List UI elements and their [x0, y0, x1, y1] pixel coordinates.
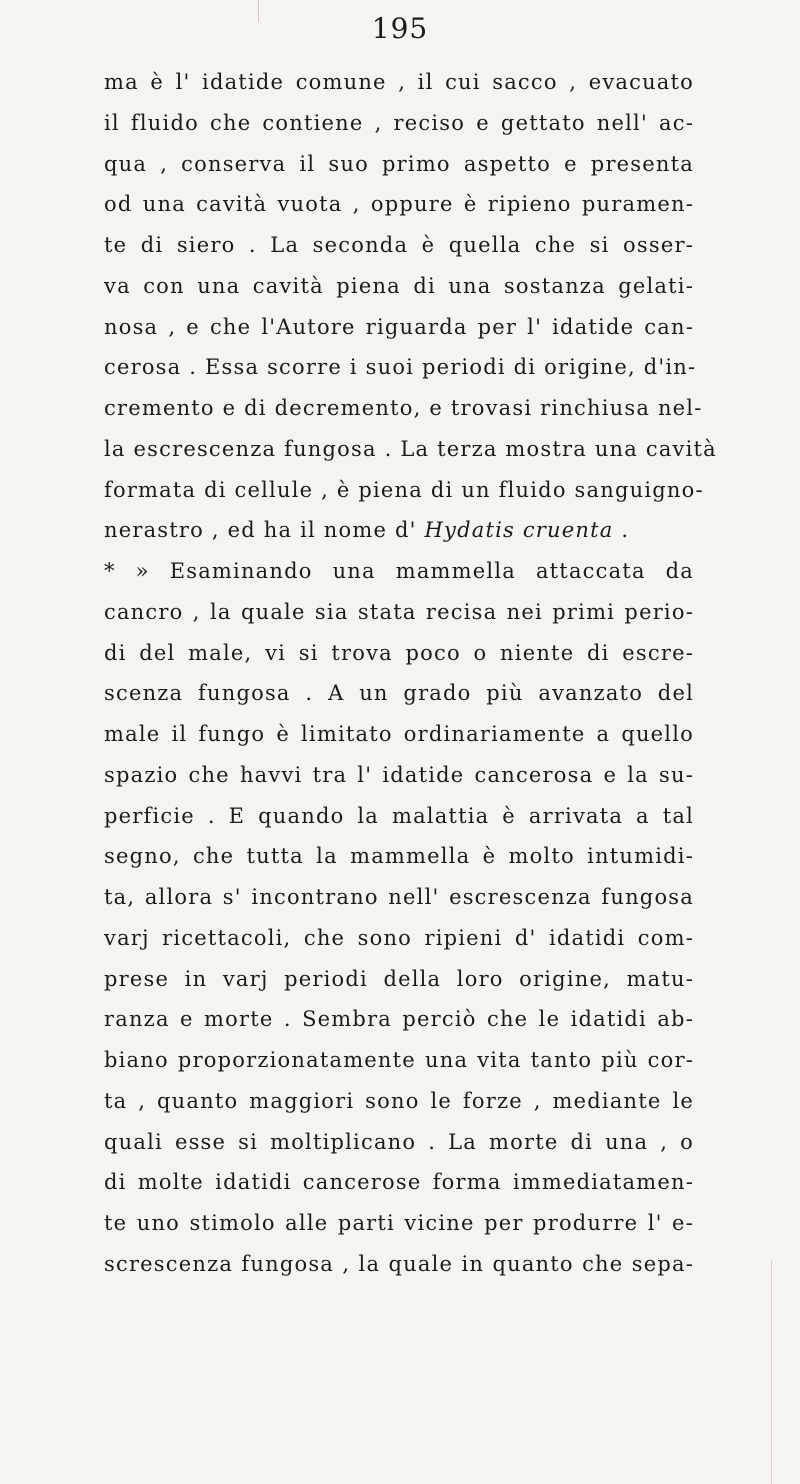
text-line-16: scenza fungosa . A un grado più avanzato del [104, 681, 694, 706]
text-line-28: di molte idatidi cancerose forma immediatamen- [104, 1170, 694, 1195]
italic-term-suffix: . [621, 518, 630, 543]
text-line-11: formata di cellule , è piena di un fluido sanguigno- [104, 477, 704, 502]
text-line-19: perficie . E quando la malattia è arrivata a tal [104, 803, 694, 828]
text-line-5: te di siero . La seconda è quella che si osser- [104, 233, 694, 257]
text-line-30: screscenza fungosa , la quale in quanto che sepa- [104, 1251, 694, 1276]
text-line-14: cancro , la quale sia stata recisa nei primi perio- [104, 599, 694, 624]
text-line-23: prese in varj periodi della loro origine, matu- [104, 966, 694, 991]
text-line-4: od una cavità vuota , oppure è ripieno puramen- [104, 192, 694, 217]
text-line-10: la escrescenza fungosa . La terza mostra una cavità [104, 436, 717, 461]
text-line-22: varj ricettacoli, che sono ripieni d' idatidi com- [104, 925, 694, 950]
text-line-2: il fluido che contiene , reciso e gettato nell' ac- [104, 110, 694, 135]
text-line-15: di del male, vi si trova poco o niente di escre- [104, 640, 694, 665]
text-line-7: nosa , e che l'Autore riguarda per l' idatide can- [104, 314, 694, 339]
text-line-24: ranza e morte . Sembra perciò che le idatidi ab- [104, 1007, 694, 1032]
text-line-29: te uno stimolo alle parti vicine per produrre l' e- [104, 1211, 694, 1235]
body-text [0, 62, 800, 1285]
text-line-17: male il fungo è limitato ordinariamente a quello [104, 722, 694, 746]
text-line-8: cerosa . Essa scorre i suoi periodi di origine, d'in- [104, 355, 697, 380]
text-line-20: segno, che tutta la mammella è molto intumidi- [104, 844, 694, 869]
text-line-25: biano proporzionatamente una vita tanto più cor- [104, 1048, 694, 1072]
text-line-3: qua , conserva il suo primo aspetto e presenta [104, 151, 694, 176]
text-line-12-lead: nerastro , ed ha il nome d' [104, 518, 417, 543]
page-edge-rule [771, 1260, 772, 1484]
text-line-21: ta, allora s' incontrano nell' escrescenza fungosa [104, 885, 694, 909]
text-line-26: ta , quanto maggiori sono le forze , mediante le [104, 1088, 694, 1113]
text-line-27: quali esse si moltiplicano . La morte di una , o [104, 1129, 694, 1154]
text-line-18: spazio che havvi tra l' idatide cancerosa e la su- [104, 762, 694, 787]
text-line-13: * » Esaminando una mammella attaccata da [104, 559, 694, 583]
text-line-12 [104, 510, 694, 551]
text-line-9: cremento e di decremento, e trovasi rinchiusa nel- [104, 396, 703, 420]
italic-term: Hydatis cruenta [424, 518, 614, 543]
text-line-1: ma è l' idatide comune , il cui sacco , evacuato [104, 70, 694, 94]
text-line-6: va con una cavità piena di una sostanza gelati- [104, 273, 694, 298]
page-number: 195 [371, 12, 429, 45]
